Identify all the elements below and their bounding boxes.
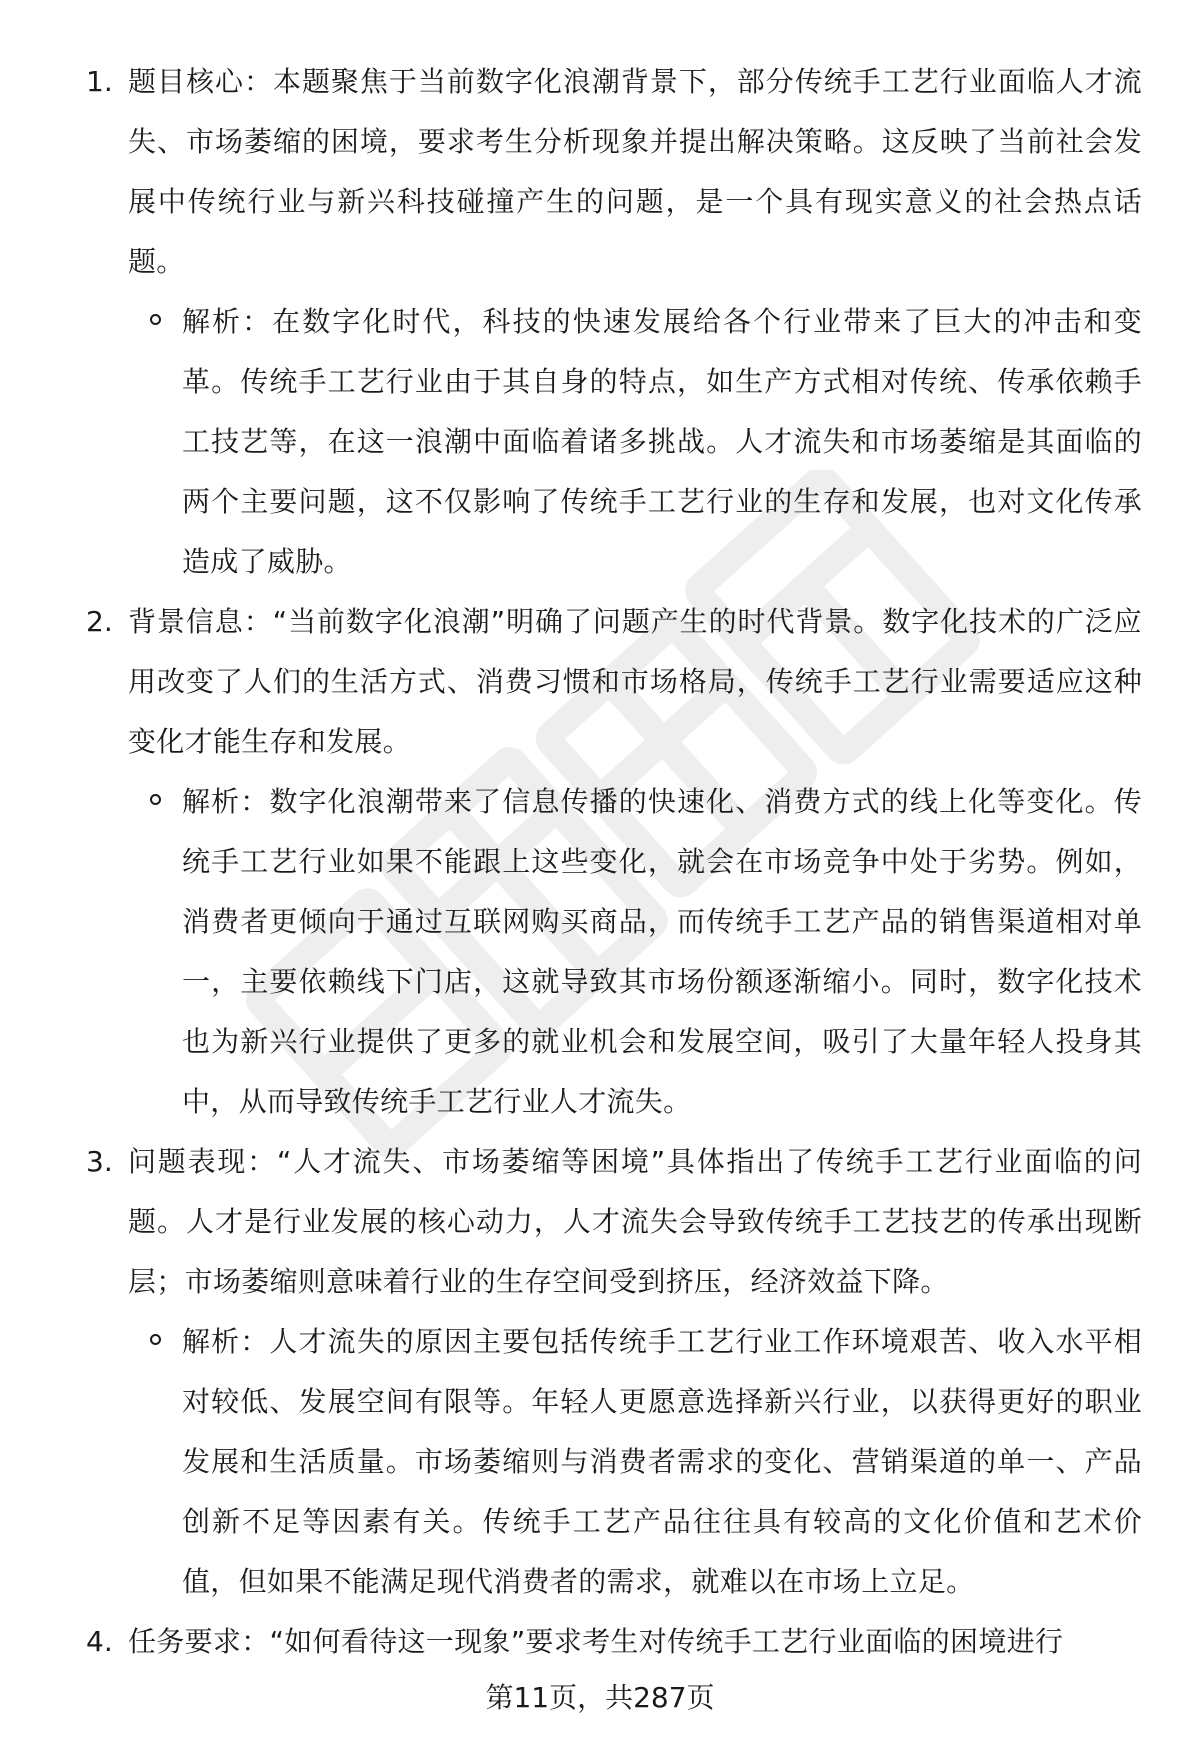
item-number: 3. bbox=[86, 1145, 113, 1178]
list-item-2 bbox=[0, 592, 1200, 772]
hollow-bullet-icon bbox=[150, 794, 161, 805]
sub-item-text: 解析：人才流失的原因主要包括传统手工艺行业工作环境艰苦、收入水平相对较低、发展空间有限等。年轻人更愿意选择新兴行业，以获得更好的职业发展和生活质量。市场萎缩则与消费者需求的变化、营销渠道的单一、产品创新不足等因素有关。传统手工艺产品往往具有较高的文化价值和艺术价值，但如果不能满足现代消费者的需求，就难以在市场上立足。 bbox=[182, 1325, 1142, 1598]
item-number: 4. bbox=[86, 1625, 113, 1658]
sub-item-text: 解析：数字化浪潮带来了信息传播的快速化、消费方式的线上化等变化。传统手工艺行业如果不能跟上这些变化，就会在市场竞争中处于劣势。例如，消费者更倾向于通过互联网购买商品，而传统手工艺产品的销售渠道相对单一，主要依赖线下门店，这就导致其市场份额逐渐缩小。同时，数字化技术也为新兴行业提供了更多的就业机会和发展空间，吸引了大量年轻人投身其中，从而导致传统手工艺行业人才流失。 bbox=[182, 785, 1142, 1118]
item-text: 任务要求：“如何看待这一现象”要求考生对传统手工艺行业面临的困境进行 bbox=[128, 1625, 1064, 1658]
item-text: 问题表现：“人才流失、市场萎缩等困境”具体指出了传统手工艺行业面临的问题。人才是行业发展的核心动力，人才流失会导致传统手工艺技艺的传承出现断层；市场萎缩则意味着行业的生存空间受到挤压，经济效益下降。 bbox=[128, 1145, 1142, 1298]
item-number: 2. bbox=[86, 605, 113, 638]
sub-item-3 bbox=[0, 1312, 1200, 1612]
hollow-bullet-icon bbox=[150, 314, 161, 325]
item-text: 题目核心：本题聚焦于当前数字化浪潮背景下，部分传统手工艺行业面临人才流失、市场萎缩的困境，要求考生分析现象并提出解决策略。这反映了当前社会发展中传统行业与新兴科技碰撞产生的问题，是一个具有现实意义的社会热点话题。 bbox=[128, 65, 1142, 278]
page-footer: 第11页，共287页 bbox=[485, 1681, 715, 1714]
list-item-1 bbox=[0, 52, 1200, 292]
sub-item-1 bbox=[0, 292, 1200, 592]
item-text: 背景信息：“当前数字化浪潮”明确了问题产生的时代背景。数字化技术的广泛应用改变了人们的生活方式、消费习惯和市场格局，传统手工艺行业需要适应这种变化才能生存和发展。 bbox=[128, 605, 1142, 758]
item-number: 1. bbox=[86, 65, 113, 98]
sub-item-2 bbox=[0, 772, 1200, 1132]
list-item-4 bbox=[0, 1612, 1200, 1672]
hollow-bullet-icon bbox=[150, 1334, 161, 1345]
document-content bbox=[0, 52, 1200, 1672]
list-item-3 bbox=[0, 1132, 1200, 1312]
sub-item-text: 解析：在数字化时代，科技的快速发展给各个行业带来了巨大的冲击和变革。传统手工艺行业由于其自身的特点，如生产方式相对传统、传承依赖手工技艺等，在这一浪潮中面临着诸多挑战。人才流失和市场萎缩是其面临的两个主要问题，这不仅影响了传统手工艺行业的生存和发展，也对文化传承造成了威胁。 bbox=[182, 305, 1142, 578]
